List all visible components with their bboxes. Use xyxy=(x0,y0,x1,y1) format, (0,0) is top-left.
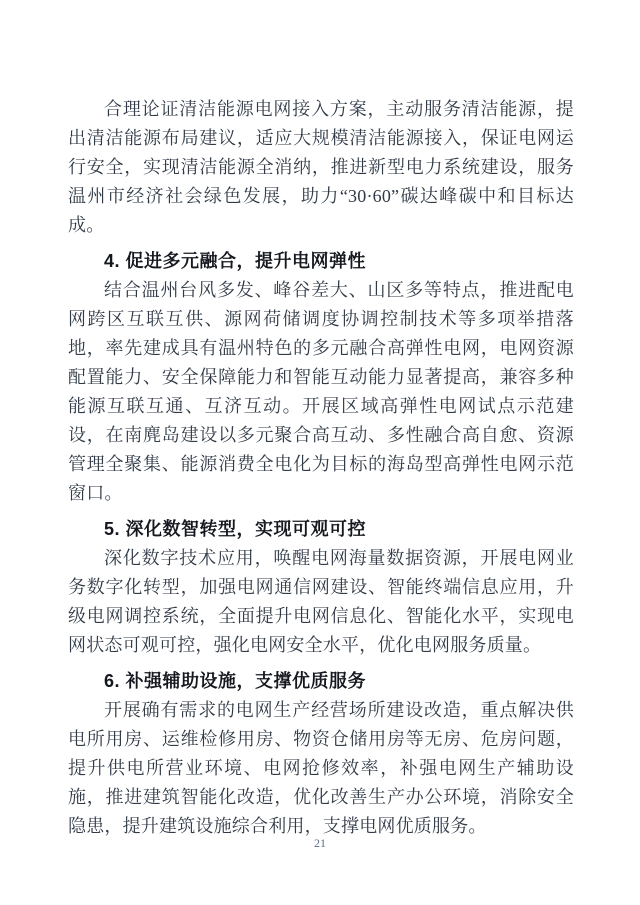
heading-section-6-auxiliary-facilities: 6. 补强辅助设施，支撑优质服务 xyxy=(104,671,367,691)
document-content xyxy=(68,95,574,841)
heading-section-4-multi-integration: 4. 促进多元融合，提升电网弹性 xyxy=(104,251,367,271)
paragraph-clean-energy-integration: 合理论证清洁能源电网接入方案，主动服务清洁能源，提出清洁能源布局建议，适应大规模清洁能源接入，保证电网运行安全，实现清洁能源全消纳，推进新型电力系统建设，服务温州市经济社会绿色发展，助力“30·60”碳达峰碳中和目标达成。 xyxy=(68,99,574,235)
paragraph-section-4-grid-flexibility: 结合温州台风多发、峰谷差大、山区多等特点，推进配电网跨区互联互供、源网荷储调度协调控制技术等多项举措落地，率先建成具有温州特色的多元融合高弹性电网，电网资源配置能力、安全保障能力和智能互动能力显著提高，兼容多种能源互联互通、互济互动。开展区域高弹性电网试点示范建设，在南麂岛建设以多元聚合高互动、多性融合高自愈、资源管理全聚集、能源消费全电化为目标的海岛型高弹性电网示范窗口。 xyxy=(68,280,574,503)
paragraph-section-5-digital-observability: 深化数字技术应用，唤醒电网海量数据资源，开展电网业务数字化转型，加强电网通信网建设、智能终端信息应用，升级电网调控系统，全面提升电网信息化、智能化水平，实现电网状态可观可控，强化电网安全水平，优化电网服务质量。 xyxy=(68,548,574,655)
page-number: 21 xyxy=(314,836,326,850)
heading-section-5-digital-transformation: 5. 深化数智转型，实现可观可控 xyxy=(104,519,367,539)
paragraph-section-6-quality-service: 开展确有需求的电网生产经营场所建设改造，重点解决供电所用房、运维检修用房、物资仓储用房等无房、危房问题，提升供电所营业环境、电网抢修效率，补强电网生产辅助设施，推进建筑智能化改造，优化改善生产办公环境，消除安全隐患，提升建筑设施综合利用，支撑电网优质服务。 xyxy=(68,700,574,836)
